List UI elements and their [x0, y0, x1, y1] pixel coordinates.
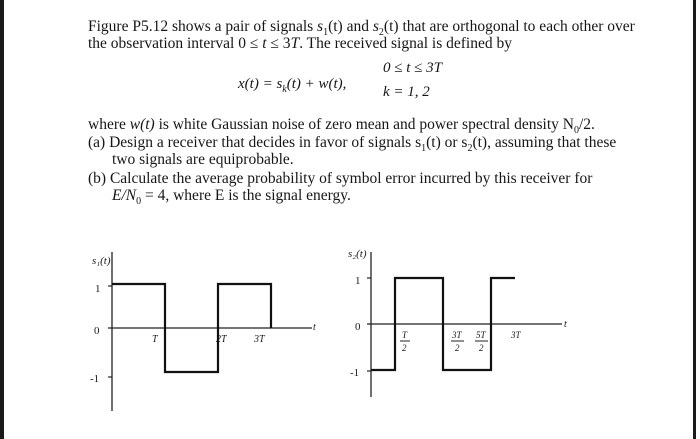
- s2-x-var: t: [564, 319, 567, 330]
- var-t: t: [262, 35, 267, 52]
- s2-y-zero-label: 0: [355, 321, 361, 333]
- and-text: and: [342, 18, 373, 35]
- sub-2: 2: [378, 27, 384, 39]
- part-b-text: = 4, where E is the signal energy.: [141, 187, 351, 204]
- var-w: w(t): [129, 116, 155, 133]
- eq-part: (t) + w(t),: [286, 76, 347, 92]
- part-a-line-2: two signals are equiprobable.: [112, 151, 294, 168]
- var-T: T: [290, 35, 300, 52]
- eq-sub-k: k: [282, 84, 287, 95]
- s1-y-zero-label: 0: [94, 325, 100, 337]
- where-text: /2.: [578, 116, 595, 133]
- eq-part: x(t) = s: [238, 76, 283, 92]
- part-a-text: (t) or s: [426, 134, 468, 151]
- part-b-text: E/N: [112, 187, 137, 204]
- s1-tick-T: T: [152, 334, 158, 345]
- s2-tick-5T2-den: 2: [479, 343, 484, 353]
- s1-tick-3T: 3T: [254, 334, 265, 345]
- intro-text: that are orthogonal to each other over: [398, 18, 635, 35]
- part-b-line-1: (b) Calculate the average probability of symbol error incurred by this receiver for: [88, 170, 593, 187]
- intro-text: . The received signal is defined by: [299, 35, 512, 52]
- s2-tick-3T2-num: 3T: [452, 330, 462, 340]
- s1-ylabel: s₁(t): [92, 255, 111, 267]
- sub-0: 0: [136, 196, 142, 208]
- s2-y-pos-label: 1: [355, 275, 361, 287]
- s2-tick-T2-den: 2: [402, 343, 407, 353]
- s2-tick-3T2-den: 2: [455, 343, 460, 353]
- sub-0: 0: [573, 125, 579, 137]
- s1-tick-2T: 2T: [216, 334, 227, 345]
- s1-y-pos-label: 1: [95, 283, 101, 295]
- s2-tick-5T2-num: 5T: [476, 330, 486, 340]
- equation-k: k = 1, 2: [383, 84, 430, 100]
- intro-text: Figure P5.12 shows a pair of signals: [88, 18, 318, 35]
- sub-1: 1: [323, 27, 329, 39]
- where-text: where: [88, 116, 130, 133]
- where-text: is white Gaussian noise of zero mean and power spectral density N: [154, 116, 574, 133]
- arg-t: (t): [383, 18, 399, 35]
- var-s: s: [372, 18, 379, 35]
- intro-text: ≤ 3: [266, 35, 291, 52]
- equation-range: 0 ≤ t ≤ 3T: [383, 60, 442, 76]
- s2-ylabel: s₂(t): [348, 248, 367, 260]
- sub-2: 2: [467, 143, 473, 155]
- s2-tick-T2-num: T: [402, 330, 408, 340]
- part-a-text: (t), assuming that these: [472, 134, 617, 151]
- s1-x-var: t: [313, 322, 316, 333]
- s1-y-neg-label: -1: [90, 373, 100, 385]
- arg-t: (t): [328, 18, 343, 35]
- part-a-text: (a) Design a receiver that decides in favor of signals s: [88, 134, 422, 151]
- var-s: s: [317, 18, 324, 35]
- sub-1: 1: [421, 143, 427, 155]
- s2-tick-3T: 3T: [511, 330, 521, 340]
- s2-y-neg-label: -1: [350, 367, 360, 379]
- intro-text: the observation interval 0 ≤: [88, 35, 263, 52]
